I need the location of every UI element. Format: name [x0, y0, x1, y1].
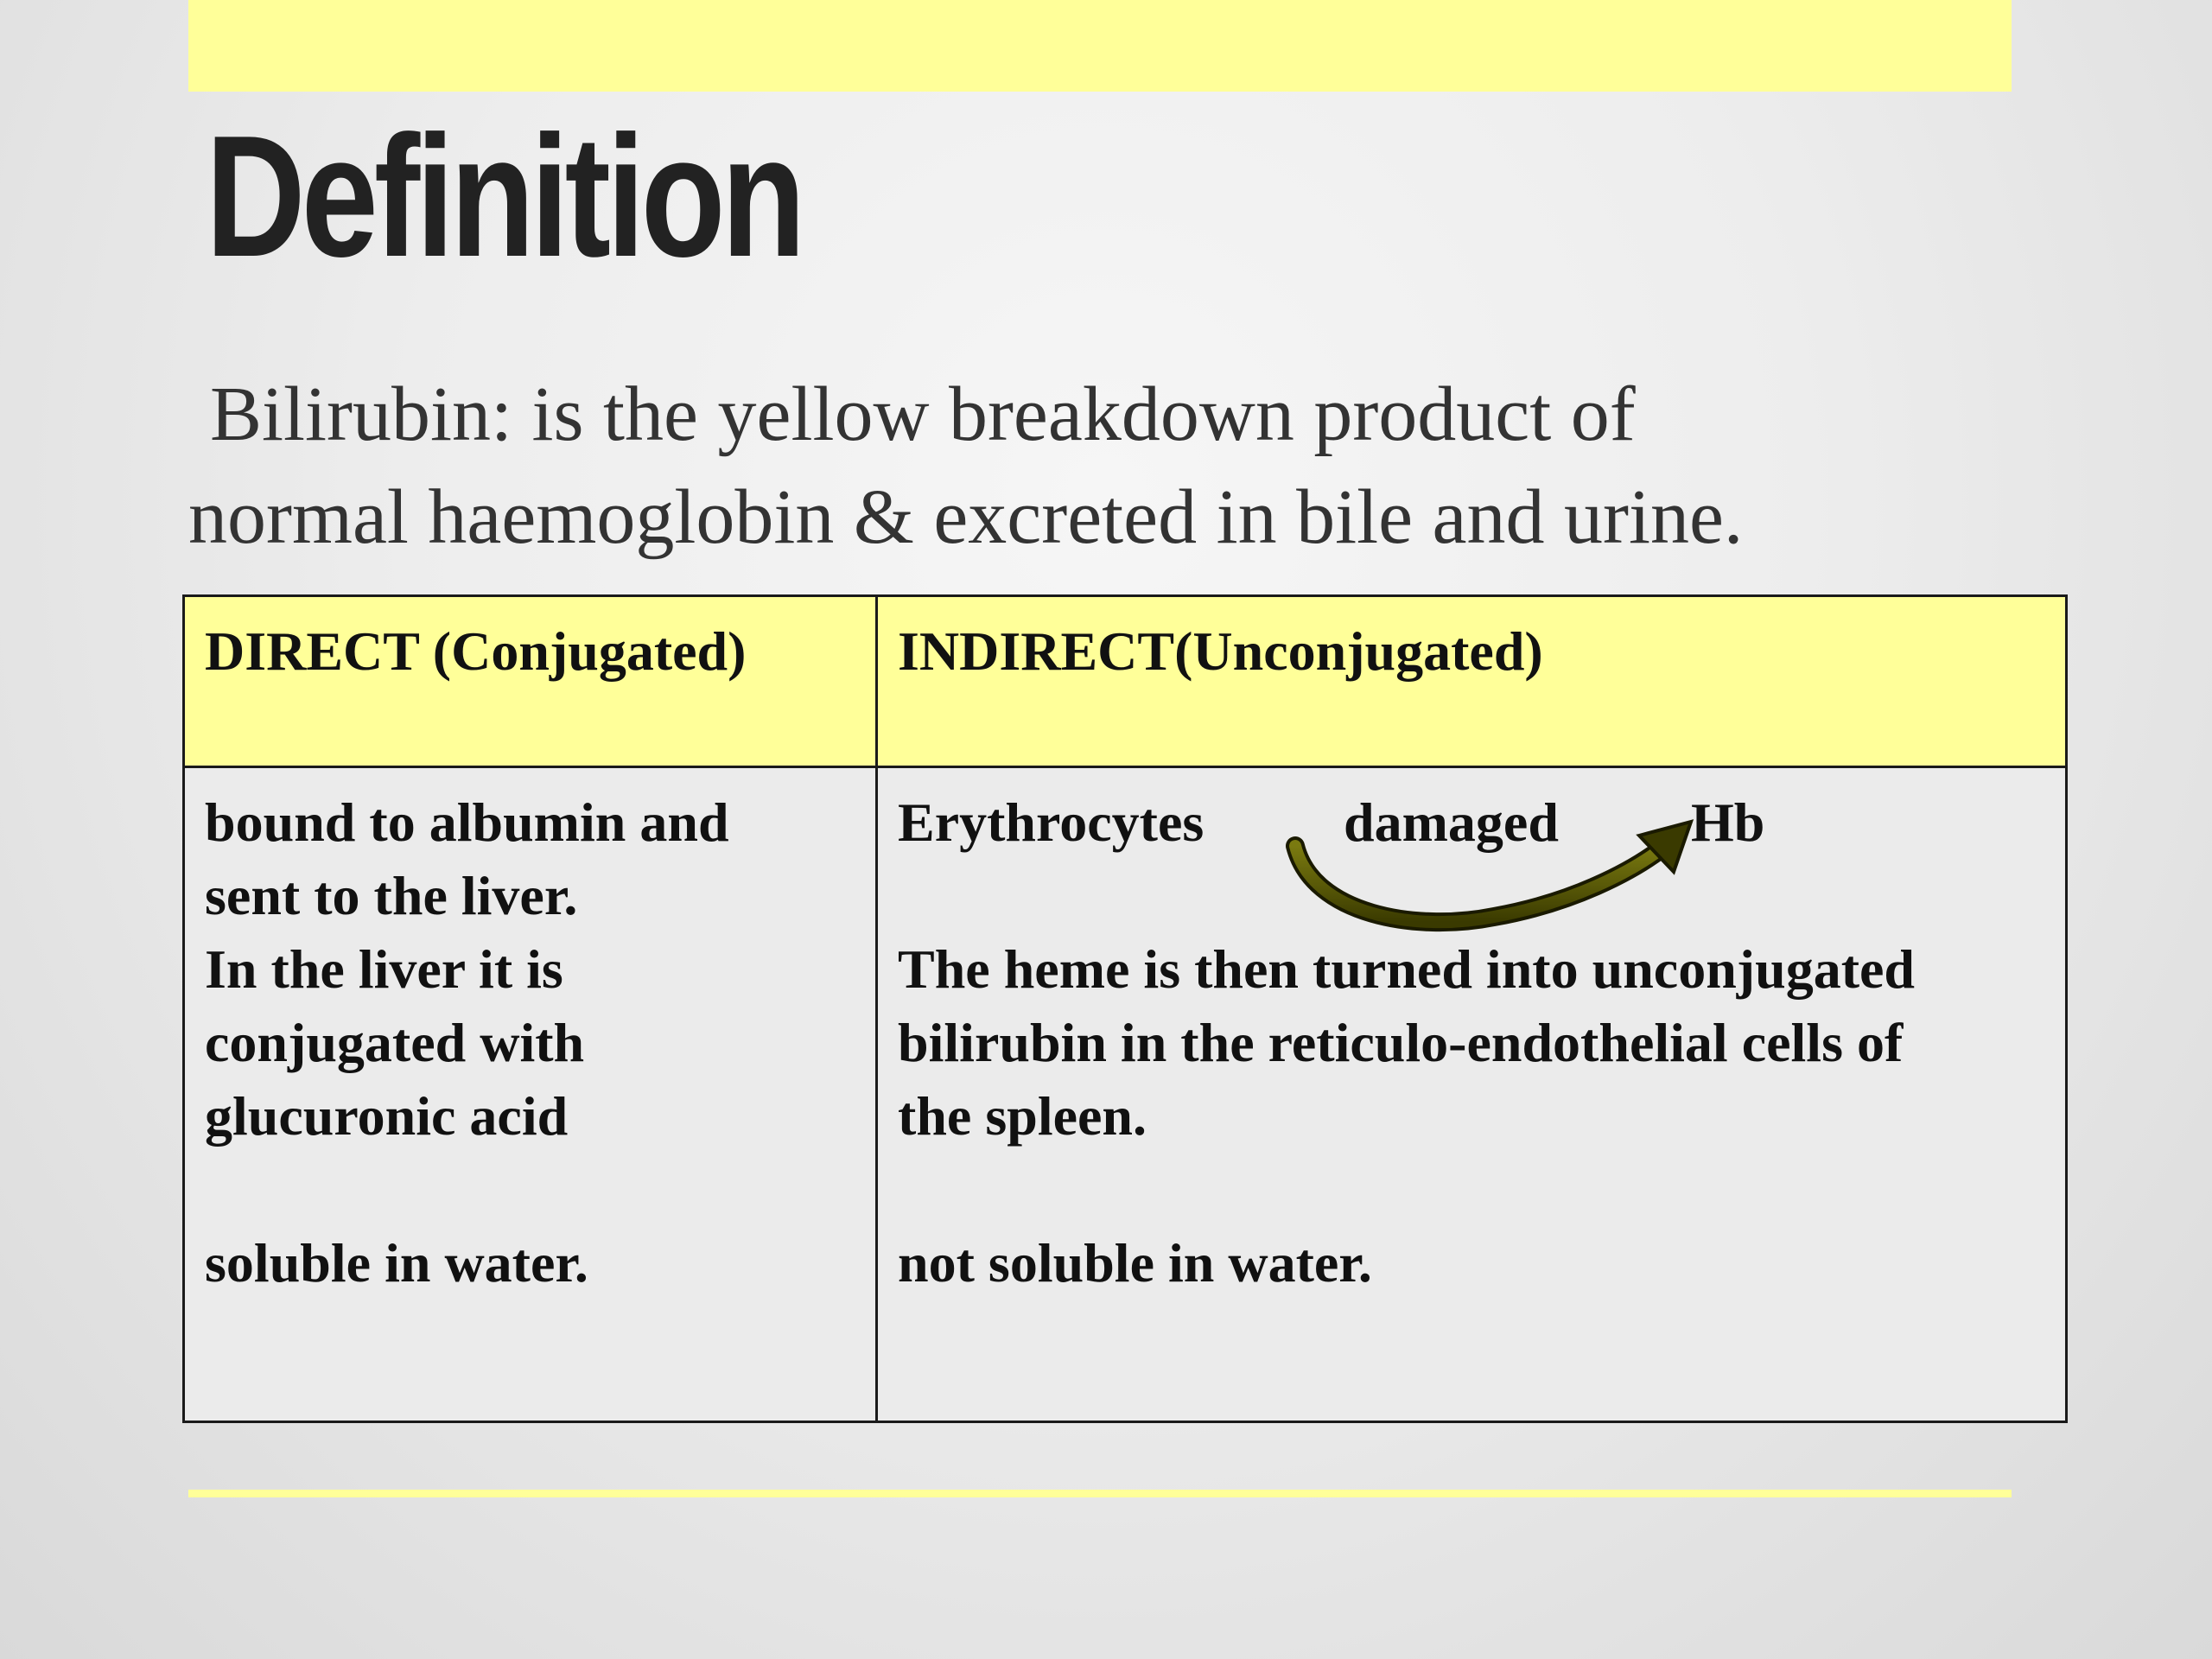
top-accent-band — [188, 0, 2012, 92]
indirect-line — [898, 1153, 2048, 1226]
hemoglobin-flow — [898, 785, 2048, 932]
indirect-line: not soluble in water. — [898, 1232, 1372, 1294]
direct-line: glucuronic acid — [205, 1085, 569, 1147]
bilirubin-comparison-table — [182, 594, 2068, 1423]
direct-line — [205, 1153, 858, 1226]
indirect-cell — [877, 767, 2067, 1422]
direct-line: sent to the liver. — [205, 865, 578, 926]
flow-word-erythrocytes: Erythrocytes — [898, 791, 1205, 853]
definition-text — [188, 363, 2089, 569]
definition-line-1: Bilirubin: is the yellow breakdown product of — [210, 372, 1636, 457]
table-header-row — [184, 596, 2067, 767]
indirect-line: the spleen. — [898, 1085, 1147, 1147]
curved-arrow-icon — [1261, 820, 1727, 941]
definition-line-2: normal haemoglobin & excreted in bile and urine. — [188, 474, 1744, 560]
indirect-line: bilirubin in the reticulo-endothelial cells of — [898, 1012, 1904, 1073]
slide-title: Definition — [206, 100, 802, 293]
flow-word-hb: Hb — [1691, 791, 1765, 853]
direct-line: In the liver it is — [205, 938, 563, 1000]
flow-word-damaged: damaged — [1344, 791, 1559, 853]
bottom-accent-line — [188, 1490, 2012, 1497]
header-indirect: INDIRECT(Unconjugated) — [877, 596, 2067, 767]
direct-line: conjugated with — [205, 1012, 585, 1073]
table-row — [184, 767, 2067, 1422]
direct-cell — [184, 767, 877, 1422]
indirect-line: The heme is then turned into unconjugated — [898, 938, 1915, 1000]
direct-line: soluble in water. — [205, 1232, 588, 1294]
direct-line: bound to albumin and — [205, 791, 729, 853]
header-direct: DIRECT (Conjugated) — [184, 596, 877, 767]
